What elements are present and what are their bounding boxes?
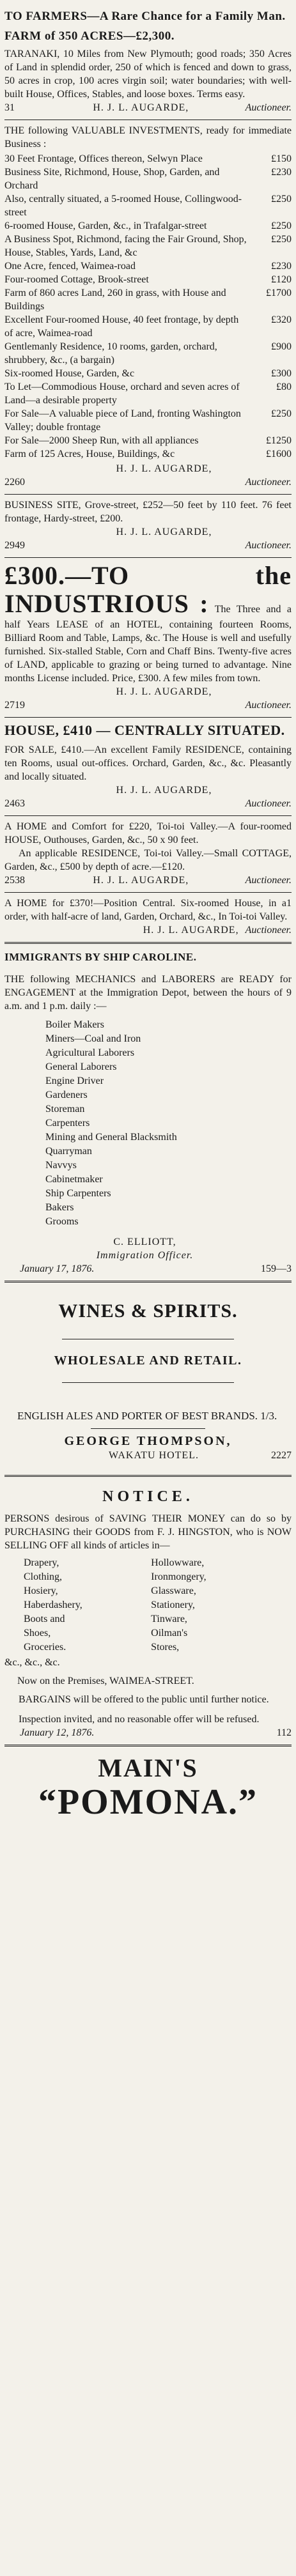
notice-goods-item: Groceries. [24,1642,66,1653]
investment-item-price: £150 [271,153,292,164]
investment-item [4,313,292,340]
industrious-sig-name: H. J. L. AUGARDE, [116,686,212,697]
house-sig-num: 2463 [4,798,25,809]
investment-item [4,273,292,286]
divider [62,1382,234,1383]
business-site-signature-2 [4,539,292,552]
investment-item-price: £230 [271,261,292,272]
immigrants-officer-role: Immigration Officer. [96,1250,194,1261]
investments-sig-num: 2260 [4,477,25,488]
house-body: FOR SALE, £410.—An excellent Family RESIDENCE, containing ten Rooms, usual out-offices. Orchard, Garden, &c., &c. Pleasantly and locally situated. [4,744,292,782]
investments-list [4,152,292,461]
immigrant-trade-item: Engine Driver [45,1076,104,1086]
immigrant-trade-item: Navvys [45,1160,77,1171]
industrious-ad [4,558,292,717]
immigrants-officer-name: C. ELLIOTT, [113,1237,176,1247]
investment-item-text: Business Site, Richmond, House, Shop, Garden, and Orchard [4,167,220,191]
investments-sig-role: Auctioneer. [245,477,292,488]
mains-title: MAIN'S [98,1754,198,1782]
immigrant-trade-item: Ship Carpenters [45,1188,111,1199]
notice-etc: &c., &c., &c. [4,1657,60,1668]
wines-ref: 2227 [271,1450,292,1461]
industrious-signature [4,685,292,698]
notice-goods-item: Glassware, [151,1585,196,1596]
investments-ad [4,120,292,494]
divider [91,1428,206,1429]
house-signature [4,783,292,797]
immigrants-officer-role-row [4,1249,292,1262]
notice-body: PERSONS desirous of SAVING THEIR MONEY can do so by PURCHASING their GOODS from F. J. HINGSTON, who is NOW SELLING OFF all kinds of articles in— [4,1513,292,1551]
investment-item-price: £250 [271,234,292,245]
house-title: HOUSE, £410 — CENTRALLY SITUATED. [4,722,285,738]
immigrant-trade-item: General Laborers [45,1061,117,1072]
investment-item-text: A Business Spot, Richmond, facing the Fair Ground, Shop, House, Stables, Yards, Land, &c [4,234,247,258]
industrious-sig-role: Auctioneer. [245,700,292,711]
investment-item-price: £120 [271,274,292,285]
investment-item-price: £250 [271,408,292,419]
investment-item-price: £1600 [266,449,292,459]
investment-item-text: Gentlemanly Residence, 10 rooms, garden, orchard, shrubbery, &c., (a bargain) [4,341,217,366]
notice-bargains: BARGAINS will be offered to the public until further notice. [19,1694,269,1705]
notice-goods-item: Boots and Shoes, [24,1614,65,1639]
notice-goods-item: Hosiery, [24,1585,58,1596]
investment-item-price: £250 [271,194,292,204]
house-ad [4,718,292,815]
business-site-sig-role: Auctioneer. [245,540,292,551]
farmers-sig-num: 31 [4,102,15,113]
position-signature [4,923,292,937]
wines-hotel: WAKATU HOTEL. [109,1450,199,1461]
investment-item-text: Also, centrally situated, a 5-roomed House, Collingwood-street [4,194,242,218]
notice-goods-item: Hollowware, [151,1557,205,1568]
newspaper-column [4,0,292,1827]
position-sig-name: H. J. L. AUGARDE, [143,925,239,936]
notice-title: NOTICE. [102,1488,194,1505]
farmers-signature [4,101,292,114]
farmers-ad [4,5,292,120]
mains-ad [4,1747,292,1827]
investment-item [4,259,292,273]
immigrant-trade-item: Storeman [45,1104,85,1114]
investment-item [4,192,292,219]
industrious-headline: £300.—TO the INDUSTRIOUS : [4,561,292,618]
notice-goods-item: Drapery, [24,1557,59,1568]
toitoi-sig-num: 2538 [4,875,25,886]
immigrants-list [4,1018,292,1229]
notice-goods [4,1556,292,1654]
investment-item-price: £1250 [266,435,292,446]
position-ad [4,893,292,942]
immigrants-date-row [4,1262,292,1276]
immigrants-title: IMMIGRANTS BY SHIP CAROLINE. [4,951,197,963]
investment-item-price: £900 [271,341,292,352]
investment-item [4,219,292,233]
immigrants-ad [4,944,292,1281]
toitoi-body-2: An applicable RESIDENCE, Toi-toi Valley.—Small COTTAGE, Garden, &c., £500 by depth of acre.—£120. [4,848,292,872]
farmers-title: TO FARMERS—A Rare Chance for a Family Man. [4,10,286,23]
investment-item-price: £300 [271,368,292,379]
business-site-signature [4,525,292,539]
toitoi-sig-role: Auctioneer. [245,875,292,886]
wines-ales: ENGLISH ALES AND PORTER OF BEST BRANDS. 1/3. [17,1410,277,1422]
investment-item [4,434,292,447]
investment-item [4,166,292,192]
house-signature-2 [4,797,292,810]
immigrant-trade-item: Cabinetmaker [45,1174,103,1185]
investment-item-text: For Sale—A valuable piece of Land, fronting Washington Valley; double frontage [4,408,241,433]
notice-inspection: Inspection invited, and no reasonable offer will be refused. [19,1714,260,1725]
investments-signature [4,462,292,475]
wines-ad [4,1283,292,1475]
notice-goods-item: Clothing, [24,1571,63,1582]
investments-signature-2 [4,475,292,489]
investments-intro: THE following VALUABLE INVESTMENTS, ready for immediate Business : [4,125,292,150]
investment-item [4,407,292,434]
industrious-text [4,562,292,685]
immigrant-trade-item: Grooms [45,1216,79,1227]
business-site-sig-name: H. J. L. AUGARDE, [116,527,212,537]
investment-item-price: £230 [271,167,292,178]
house-sig-role: Auctioneer. [245,798,292,809]
house-sig-name: H. J. L. AUGARDE, [116,785,212,796]
investment-item [4,152,292,166]
notice-goods-item: Oilman's Stores, [151,1628,188,1653]
immigrant-trade-item: Bakers [45,1202,74,1213]
notice-goods-col-2 [151,1556,269,1654]
investment-item [4,340,292,367]
immigrants-officer [4,1235,292,1249]
investment-item-text: Six-roomed House, Garden, &c [4,368,135,379]
immigrant-trade-item: Boiler Makers [45,1019,104,1030]
notice-ad [4,1477,292,1745]
notice-goods-item: Tinware, [151,1614,187,1624]
investment-item-text: Farm of 860 acres Land, 260 in grass, with House and Buildings [4,288,226,312]
farm-title: FARM of 350 ACRES—£2,300. [4,29,175,43]
investment-item [4,380,292,407]
immigrant-trade-item: Quarryman [45,1146,92,1157]
notice-goods-item: Ironmongery, [151,1571,206,1582]
business-site-sig-num: 2949 [4,540,25,551]
immigrant-trade-item: Carpenters [45,1118,90,1129]
investment-item-text: Four-roomed Cottage, Brook-street [4,274,149,285]
toitoi-body-1: A HOME and Comfort for £220, Toi-toi Valley.—A four-roomed HOUSE, Outhouses, Garden, &c., 50 x 90 feet. [4,821,292,845]
investment-item-text: 6-roomed House, Garden, &c., in Trafalgar-street [4,220,207,231]
industrious-sig-num: 2719 [4,700,25,711]
investment-item [4,367,292,380]
immigrant-trade-item: Miners—Coal and Iron [45,1033,141,1044]
mains-pomona: “POMONA.” [38,1782,258,1822]
toitoi-signature [4,874,292,887]
toitoi-ad [4,816,292,892]
notice-goods-col-1 [24,1556,141,1654]
position-sig-role: Auctioneer. [245,925,292,936]
investment-item-text: For Sale—2000 Sheep Run, with all appliances [4,435,199,446]
immigrants-body: THE following MECHANICS and LABORERS are READY for ENGAGEMENT at the Immigration Depot, between the hours of 9 a.m. and 1 p.m. daily :— [4,974,292,1012]
investment-item-price: £320 [271,314,292,325]
investment-item-price: £80 [276,382,292,392]
immigrants-ref: 159—3 [261,1263,292,1274]
investment-item-price: £1700 [266,288,292,298]
notice-goods-item: Haberdashery, [24,1600,82,1610]
immigrant-trade-item: Gardeners [45,1090,88,1100]
farmers-body: TARANAKI, 10 Miles from New Plymouth; good roads; 350 Acres of Land in splendid order, 250 of which is fenced and down to grass, 50 acres in crop, 100 acres virgin soil; water boundaries; with well-built House, Offices, Stables, and loose boxes. Terms easy. [4,49,292,100]
wines-hotel-row [4,1449,292,1462]
farmers-sig-role: Auctioneer. [245,102,292,113]
immigrant-trade-item: Mining and General Blacksmith [45,1132,177,1143]
notice-date: January 12, 1876. [20,1727,95,1738]
investment-item-text: 30 Feet Frontage, Offices thereon, Selwyn Place [4,153,203,164]
position-body: A HOME for £370!—Position Central. Six-roomed House, in a1 order, with half-acre of land, Garden, Orchard, &c., In Toi-toi Valley. [4,898,292,922]
industrious-body: The Three and a half Years LEASE of an HOTEL, containing fourteen Rooms, Billiard Room and Table, Lamps, &c. The House is well and usefully furnished. Six-stalled Stable, Corn and Chaff Bins. Twenty-five acres of LAND, applicable to grazing or being turned to advantage. Nine months License included. Price, £300. A few miles from town. [4,604,292,684]
wines-subtitle: WHOLESALE AND RETAIL. [54,1354,242,1368]
immigrant-trade-item: Agricultural Laborers [45,1047,135,1058]
business-site-body: BUSINESS SITE, Grove-street, £252—50 feet by 110 feet. 76 feet frontage, Hardy-street, £200. [4,500,292,524]
toitoi-sig-name: H. J. L. AUGARDE, [93,875,189,886]
investment-item-text: One Acre, fenced, Waimea-road [4,261,136,272]
notice-goods-item: Stationery, [151,1600,195,1610]
investment-item-text: To Let—Commodious House, orchard and seven acres of Land—a desirable property [4,382,240,406]
investment-item [4,286,292,313]
investments-sig-name: H. J. L. AUGARDE, [116,463,212,474]
investment-item [4,233,292,259]
investment-item-text: Farm of 125 Acres, House, Buildings, &c [4,449,175,459]
investment-item-text: Excellent Four-roomed House, 40 feet frontage, by depth of acre, Waimea-road [4,314,239,339]
notice-date-row [4,1726,292,1739]
industrious-signature-2 [4,698,292,712]
notice-premises: Now on the Premises, WAIMEA-STREET. [17,1676,194,1686]
wines-title: WINES & SPIRITS. [58,1300,238,1322]
notice-ref: 112 [276,1727,292,1738]
business-site-ad [4,495,292,557]
farmers-sig-name: H. J. L. AUGARDE, [93,102,189,113]
wines-proprietor: GEORGE THOMPSON, [64,1434,232,1448]
investment-item-price: £250 [271,220,292,231]
investment-item [4,447,292,461]
immigrants-date: January 17, 1876. [20,1263,95,1274]
